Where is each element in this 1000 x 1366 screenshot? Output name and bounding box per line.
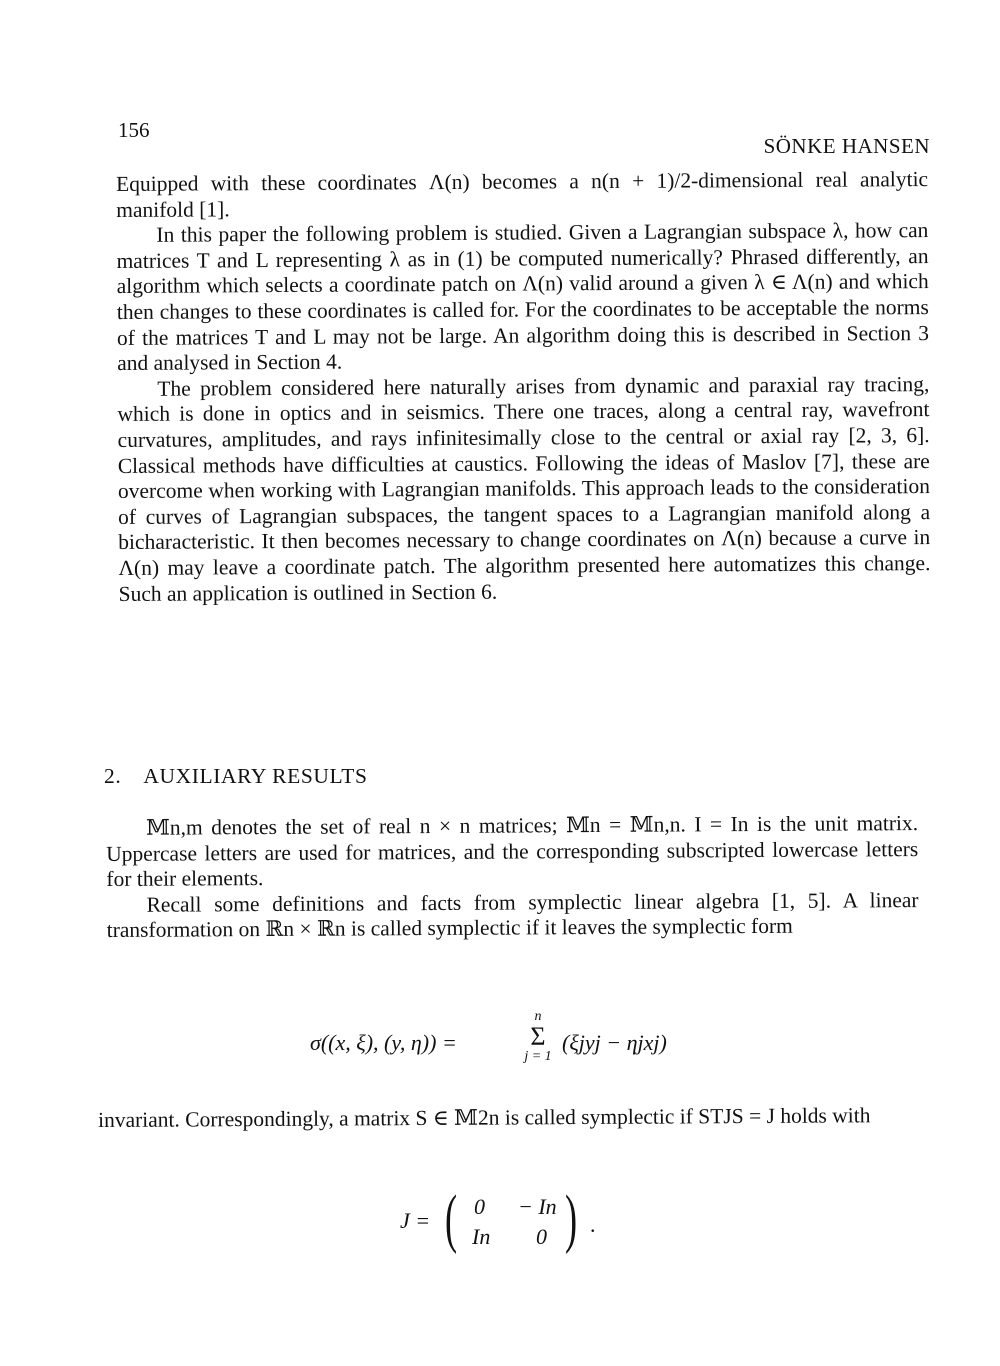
paragraph-3: The problem considered here naturally arises from dynamic and paraxial ray tracing, which is done in optics and in seismics. There one traces, along a central ray, wavefront curvatures, amplitudes, and rays infinitesimally close to the central or axial ray [2, 3, 6]. Classical methods have difficulties at caustics. Following the ideas of Maslov [7], these are overcome when working with Lagrangian manifolds. This approach leads to the consideration of curves of Lagrangian subspaces, the tangent spaces to a Lagrangian manifold along a bicharacteristic. It then becomes necessary to change coordinates on Λ(n) because a curve in Λ(n) may leave a coordinate patch. The algorithm presented here automatizes this change. Such an application is outlined in Section 6.	[117, 371, 931, 606]
section-heading	[104, 764, 368, 789]
aux-paragraph-2: Recall some definitions and facts from symplectic linear algebra [1, 5]. A linear transformation on ℝn × ℝn is called symplectic if it leaves the symplectic form	[106, 887, 919, 943]
section-title: AUXILIARY RESULTS	[143, 764, 368, 788]
symplectic-form-equation	[310, 1010, 730, 1080]
invariant-text	[98, 1103, 916, 1134]
summation	[518, 1010, 558, 1064]
left-parenthesis: (	[444, 1182, 458, 1255]
matrix-a22: 0	[536, 1224, 547, 1249]
auxiliary-text	[106, 811, 919, 944]
aux-paragraph-1: 𝕄n,m denotes the set of real n × n matrices; 𝕄n = 𝕄n,n. I = In is the unit matrix. Uppercase letters are used for matrices, and the corresponding subscripted lowercase letters for their elements.	[106, 811, 919, 892]
right-parenthesis: )	[564, 1182, 578, 1255]
section-number: 2.	[104, 764, 122, 788]
paragraph-1: Equipped with these coordinates Λ(n) becomes a n(n + 1)/2-dimensional real analytic manifold [1].	[116, 167, 929, 222]
equation-lhs: σ((x, ξ), (y, η)) =	[310, 1030, 457, 1055]
after-equation-paragraph: invariant. Correspondingly, a matrix S ∈ 𝕄2n is called symplectic if STJS = J holds with	[98, 1103, 871, 1132]
equation-end: .	[590, 1212, 596, 1237]
sigma-symbol: Σ	[530, 1022, 546, 1051]
matrix-a11: 0	[474, 1194, 485, 1219]
matrix-a12: − In	[518, 1194, 557, 1219]
sum-lower-limit: j = 1	[524, 1049, 552, 1064]
equation-rhs: (ξjyj − ηjxj)	[562, 1030, 667, 1055]
running-head: SÖNKE HANSEN	[763, 134, 930, 158]
paragraph-2: In this paper the following problem is studied. Given a Lagrangian subspace λ, how can matrices T and L representing λ as in (1) be computed numerically? Phrased differently, an algorithm which selects a coordinate patch on Λ(n) valid around a given λ ∈ Λ(n) and which then changes to these coordinates is called for. For the coordinates to be acceptable the norms of the matrices T and L may not be large. An algorithm doing this is described in Section 3 and analysed in Section 4.	[116, 218, 930, 376]
matrix-j-equation	[400, 1182, 620, 1258]
intro-text	[116, 167, 931, 607]
matrix-a21: In	[472, 1224, 491, 1249]
sum-upper-limit: n	[534, 1009, 542, 1024]
matrix-lhs: J =	[400, 1208, 431, 1233]
page-number: 156	[118, 118, 150, 142]
